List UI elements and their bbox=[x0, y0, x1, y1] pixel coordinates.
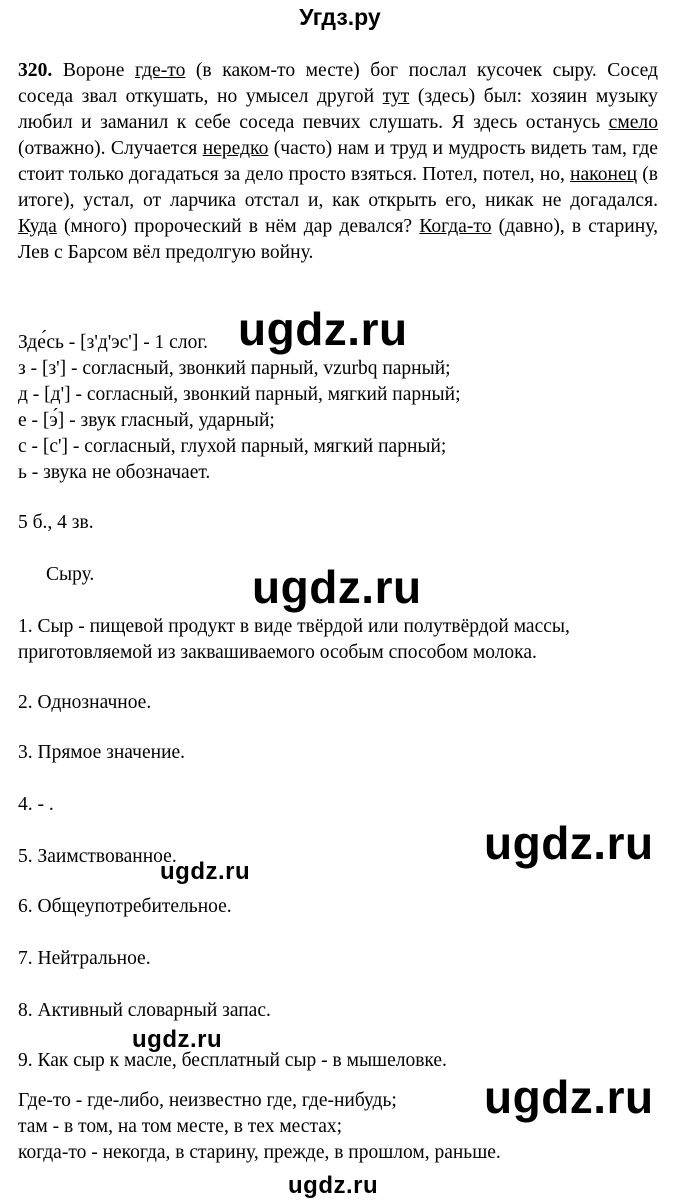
analysis-item: 9. Как сыр к масле, бесплатный сыр - в мышеловке. bbox=[18, 1050, 447, 1071]
phonetic-line: д - [д'] - согласный, звонкий парный, мягкий парный; bbox=[18, 384, 461, 405]
text-segment: (часто) нам и труд и мудрость видеть там, где стоит только догадаться за дело просто взяться. Потел, потел, но, bbox=[18, 138, 658, 185]
underlined-word: смело bbox=[608, 112, 658, 133]
synonym-line: когда-то - некогда, в старину, прежде, в прошлом, раньше. bbox=[18, 1142, 501, 1163]
phonetic-line: с - [с'] - согласный, глухой парный, мягкий парный; bbox=[18, 436, 447, 457]
text-segment: (отважно). Случается bbox=[18, 138, 203, 159]
underlined-word: где-то bbox=[135, 60, 186, 81]
watermark: ugdz.ru bbox=[238, 303, 408, 355]
phonetic-line: е - [э́] - звук гласный, ударный; bbox=[18, 410, 275, 431]
analysis-item: 7. Нейтральное. bbox=[18, 948, 151, 969]
synonym-line: Где-то - где-либо, неизвестно где, где-нибудь; bbox=[18, 1090, 397, 1111]
text-segment: (в итоге), устал, от ларчика отстал и, как открыть его, никак не догадался. bbox=[18, 164, 658, 211]
analysis-item: приготовляемой из заквашиваемого особым способом молока. bbox=[18, 642, 537, 663]
letters-sounds-count: 5 б., 4 зв. bbox=[18, 512, 94, 533]
watermark: ugdz.ru bbox=[288, 1172, 379, 1199]
watermark: ugdz.ru bbox=[484, 1071, 654, 1123]
analysis-item: 8. Активный словарный запас. bbox=[18, 1000, 271, 1021]
phonetic-heading: Зде́сь - [з'д'эс'] - 1 слог. bbox=[18, 332, 208, 353]
text-segment: (много) пророческий в нём дар девался? bbox=[56, 216, 420, 237]
underlined-word: тут bbox=[382, 86, 410, 107]
underlined-word: Куда bbox=[18, 216, 57, 237]
analysis-item: 4. - . bbox=[18, 794, 54, 815]
watermark: ugdz.ru bbox=[252, 561, 422, 613]
analysis-item: 1. Сыр - пищевой продукт в виде твёрдой или полутвёрдой массы, bbox=[18, 616, 570, 637]
watermark: ugdz.ru bbox=[160, 858, 251, 885]
exercise-text bbox=[18, 58, 658, 266]
synonym-line: там - в том, на том месте, в тех местах; bbox=[18, 1116, 343, 1137]
underlined-word: Когда-то bbox=[419, 216, 492, 237]
phonetic-line: з - [з'] - согласный, звонкий парный, vzurbq парный; bbox=[18, 358, 451, 379]
site-title: Угдз.ру bbox=[299, 4, 381, 30]
analysis-item: 2. Однозначное. bbox=[18, 692, 152, 713]
exercise-number: 320. bbox=[18, 60, 53, 81]
analysis-item: 3. Прямое значение. bbox=[18, 742, 186, 763]
analysis-word: Сыру. bbox=[46, 564, 95, 585]
analysis-item: 5. Заимствованное. bbox=[18, 846, 177, 867]
analysis-item: 6. Общеупотребительное. bbox=[18, 896, 232, 917]
watermark: ugdz.ru bbox=[484, 817, 654, 869]
underlined-word: наконец bbox=[569, 164, 638, 185]
text-segment: (давно), в старину, Лев с Барсом вёл предолгую войну. bbox=[18, 216, 658, 263]
text-segment: Вороне bbox=[52, 60, 136, 81]
text-segment: (здесь) был: хозяин музыку любил и заманил к себе соседа певчих слушать. Я здесь останусь bbox=[18, 86, 658, 133]
phonetic-line: ь - звука не обозначает. bbox=[18, 462, 211, 483]
underlined-word: нередко bbox=[202, 138, 269, 159]
watermark: ugdz.ru bbox=[132, 1026, 223, 1053]
text-segment: (в каком-то месте) бог послал кусочек сыру. Сосед соседа звал откушать, но умысел другой bbox=[18, 60, 658, 107]
